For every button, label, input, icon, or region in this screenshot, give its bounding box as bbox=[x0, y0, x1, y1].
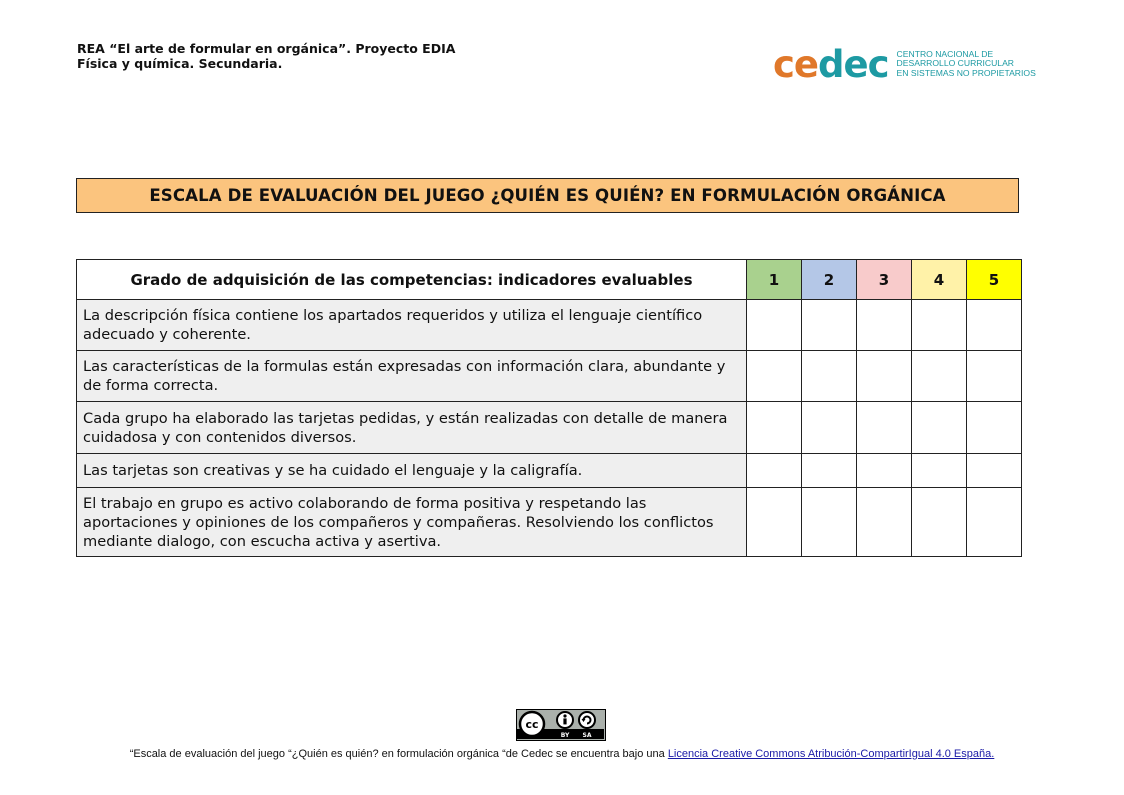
license-footer bbox=[0, 748, 1124, 760]
score-cell-2[interactable] bbox=[802, 300, 857, 351]
logo-word-dec: dec bbox=[818, 42, 889, 86]
creative-commons-badge bbox=[516, 709, 606, 741]
level-header-4: 4 bbox=[912, 260, 967, 300]
score-cell-5[interactable] bbox=[967, 488, 1022, 557]
score-cell-5[interactable] bbox=[967, 300, 1022, 351]
score-cell-5[interactable] bbox=[967, 351, 1022, 402]
level-header-1: 1 bbox=[747, 260, 802, 300]
criteria-header: Grado de adquisición de las competencias: indicadores evaluables bbox=[77, 260, 747, 300]
svg-text:cc: cc bbox=[525, 718, 539, 731]
score-cell-3[interactable] bbox=[857, 351, 912, 402]
table-row bbox=[77, 488, 1022, 557]
score-cell-4[interactable] bbox=[912, 351, 967, 402]
score-cell-3[interactable] bbox=[857, 300, 912, 351]
score-cell-3[interactable] bbox=[857, 454, 912, 488]
header-project: REA “El arte de formular en orgánica”. Proyecto EDIA bbox=[77, 41, 456, 56]
logo-word-ce: ce bbox=[773, 42, 819, 86]
score-cell-2[interactable] bbox=[802, 351, 857, 402]
criterion-text: Las tarjetas son creativas y se ha cuidado el lenguaje y la caligrafía. bbox=[77, 454, 747, 488]
criterion-text: El trabajo en grupo es activo colaborando de forma positiva y respetando las aportaciones y opiniones de los compañeros y compañeras. Resolviendo los conflictos mediante dialogo, con escucha activa y asertiva. bbox=[77, 488, 747, 557]
score-cell-1[interactable] bbox=[747, 454, 802, 488]
score-cell-1[interactable] bbox=[747, 351, 802, 402]
score-cell-4[interactable] bbox=[912, 454, 967, 488]
level-header-5: 5 bbox=[967, 260, 1022, 300]
level-header-2: 2 bbox=[802, 260, 857, 300]
cc-by-label: BY bbox=[560, 732, 570, 739]
cc-by-sa-icon bbox=[517, 710, 604, 739]
page-title: ESCALA DE EVALUACIÓN DEL JUEGO ¿QUIÉN ES QUIÉN? EN FORMULACIÓN ORGÁNICA bbox=[76, 178, 1019, 213]
license-link[interactable]: Licencia Creative Commons Atribución-CompartirIgual 4.0 España. bbox=[667, 748, 995, 760]
score-cell-5[interactable] bbox=[967, 454, 1022, 488]
score-cell-4[interactable] bbox=[912, 402, 967, 454]
footer-text: “Escala de evaluación del juego “¿Quién es quién? en formulación orgánica “de Cedec se encuentra bajo una bbox=[129, 748, 668, 760]
score-cell-3[interactable] bbox=[857, 488, 912, 557]
level-header-3: 3 bbox=[857, 260, 912, 300]
score-cell-1[interactable] bbox=[747, 402, 802, 454]
logo-sub-line1: CENTRO NACIONAL DE bbox=[896, 48, 994, 59]
cedec-logo-subtitle bbox=[897, 50, 1036, 78]
score-cell-2[interactable] bbox=[802, 488, 857, 557]
criterion-text: La descripción física contiene los apartados requeridos y utiliza el lenguaje científico adecuado y coherente. bbox=[77, 300, 747, 351]
criterion-text: Cada grupo ha elaborado las tarjetas pedidas, y están realizadas con detalle de manera cuidadosa y con contenidos diversos. bbox=[77, 402, 747, 454]
score-cell-5[interactable] bbox=[967, 402, 1022, 454]
cedec-logo-word bbox=[773, 42, 889, 86]
evaluation-table bbox=[76, 259, 1022, 557]
cc-sa-label: SA bbox=[582, 732, 592, 739]
header-subject: Física y química. Secundaria. bbox=[77, 56, 283, 71]
score-cell-1[interactable] bbox=[747, 300, 802, 351]
score-cell-4[interactable] bbox=[912, 488, 967, 557]
score-cell-4[interactable] bbox=[912, 300, 967, 351]
table-row bbox=[77, 454, 1022, 488]
table-row bbox=[77, 402, 1022, 454]
score-cell-2[interactable] bbox=[802, 402, 857, 454]
table-row bbox=[77, 351, 1022, 402]
document-header bbox=[77, 41, 455, 71]
table-row bbox=[77, 300, 1022, 351]
logo-sub-line2: DESARROLLO CURRICULAR bbox=[896, 58, 1015, 69]
score-cell-2[interactable] bbox=[802, 454, 857, 488]
table-header-row bbox=[77, 260, 1022, 300]
criterion-text: Las características de la formulas están expresadas con información clara, abundante y de forma correcta. bbox=[77, 351, 747, 402]
logo-sub-line3: EN SISTEMAS NO PROPIETARIOS bbox=[896, 67, 1036, 78]
cedec-logo bbox=[773, 44, 1036, 84]
score-cell-3[interactable] bbox=[857, 402, 912, 454]
score-cell-1[interactable] bbox=[747, 488, 802, 557]
